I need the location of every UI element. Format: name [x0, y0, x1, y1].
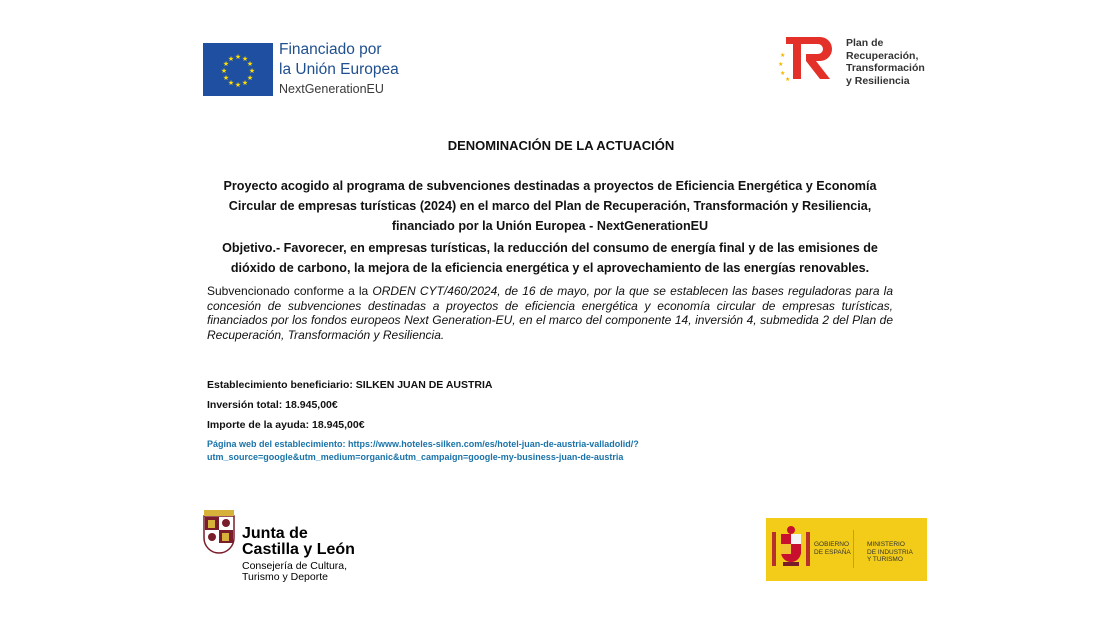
svg-text:★: ★	[780, 52, 786, 59]
prtr-mark-icon	[778, 35, 840, 83]
eu-funding-logo	[203, 40, 403, 100]
prtr-line1: Plan de	[846, 37, 884, 49]
beneficiary-line: Establecimiento beneficiario: SILKEN JUAN DE AUSTRIA	[207, 379, 493, 391]
junta-sub-line1: Consejería de Cultura,	[242, 560, 348, 572]
objective-text: Objetivo.- Favorecer, en empresas turísticas, la reducción del consumo de energía final y de las emisiones de dióxido de carbono, la mejora de la eficiencia energética y el aprovechamiento de las energías renovables.	[222, 241, 878, 275]
subsidy-order-reference: ORDEN CYT/460/2024, de 16 de mayo, por la que se establecen las bases reguladoras para la concesión de subvenciones destinadas a proyectos de eficiencia energética y economía circular de empresas turísticas, financiados por los fondos europeos Next Generation-EU, en el marco del componente 14, inversión 4, submedida 2 del Plan de Recuperación, Transformación y Resiliencia.	[207, 284, 893, 342]
investment-line: Inversión total: 18.945,00€	[207, 399, 338, 411]
logo-divider	[853, 530, 854, 568]
svg-text:★: ★	[227, 55, 235, 63]
prtr-line2: Recuperación,	[846, 49, 919, 62]
ministerio-line2: DE INDUSTRIA	[867, 548, 913, 556]
eu-logo-line2: la Unión Europea	[279, 61, 399, 78]
website-link[interactable]: Página web del establecimiento: https://www.hoteles-silken.com/es/hotel-juan-de-austria-valladolid/?utm_source=google&utm_medium=organic&utm_campaign=google-my-business-juan-de-austria	[207, 439, 639, 462]
subsidy-paragraph	[207, 284, 893, 342]
page-title: DENOMINACIÓN DE LA ACTUACIÓN	[447, 138, 675, 153]
castilla-leon-shield-icon	[200, 510, 238, 558]
project-description: Proyecto acogido al programa de subvenciones destinadas a proyectos de Eficiencia Energética y Economía Circular de empresas turísticas (2024) en el marco del Plan de Recuperación, Transformación y Resiliencia, financiado por la Unión Europea - NextGenerationEU	[223, 179, 877, 233]
gobierno-text	[814, 541, 851, 556]
svg-text:★: ★	[241, 55, 249, 63]
prtr-logo-text	[846, 37, 925, 87]
spain-coat-of-arms-icon	[771, 526, 811, 572]
svg-text:★: ★	[220, 67, 228, 75]
ministerio-text	[867, 541, 913, 564]
svg-text:★: ★	[780, 70, 786, 77]
junta-name-line1: Junta de	[242, 525, 308, 542]
svg-text:★: ★	[227, 79, 235, 87]
junta-sub-line2: Turismo y Deporte	[242, 571, 328, 583]
prtr-line4: y Resiliencia	[846, 74, 910, 87]
svg-text:★: ★	[222, 74, 230, 82]
svg-text:★: ★	[234, 53, 242, 61]
svg-text:★: ★	[241, 79, 249, 87]
eu-flag-icon	[203, 43, 273, 96]
svg-text:★: ★	[222, 60, 230, 68]
svg-text:★: ★	[246, 74, 254, 82]
ministerio-line3: Y TURISMO	[867, 556, 903, 563]
gobierno-line1: GOBIERNO	[814, 541, 850, 548]
ministerio-line1: MINISTERIO	[867, 541, 905, 548]
junta-castilla-leon-logo	[200, 510, 400, 585]
svg-text:★: ★	[248, 67, 256, 75]
gobierno-line2: DE ESPAÑA	[814, 548, 851, 556]
gobierno-espana-logo	[766, 518, 927, 581]
svg-text:★: ★	[778, 61, 784, 68]
eu-stars	[203, 43, 273, 96]
svg-text:★: ★	[246, 60, 254, 68]
aid-amount-line: Importe de la ayuda: 18.945,00€	[207, 419, 365, 431]
prtr-logo	[778, 35, 938, 85]
svg-text:★: ★	[785, 76, 791, 83]
svg-text:★: ★	[234, 81, 242, 89]
prtr-line3: Transformación	[846, 62, 925, 74]
junta-name-line2: Castilla y León	[242, 541, 355, 558]
eu-logo-line3: NextGenerationEU	[279, 82, 384, 96]
eu-logo-line1: Financiado por	[279, 41, 382, 58]
subsidy-prefix: Subvencionado conforme a la	[207, 284, 373, 298]
